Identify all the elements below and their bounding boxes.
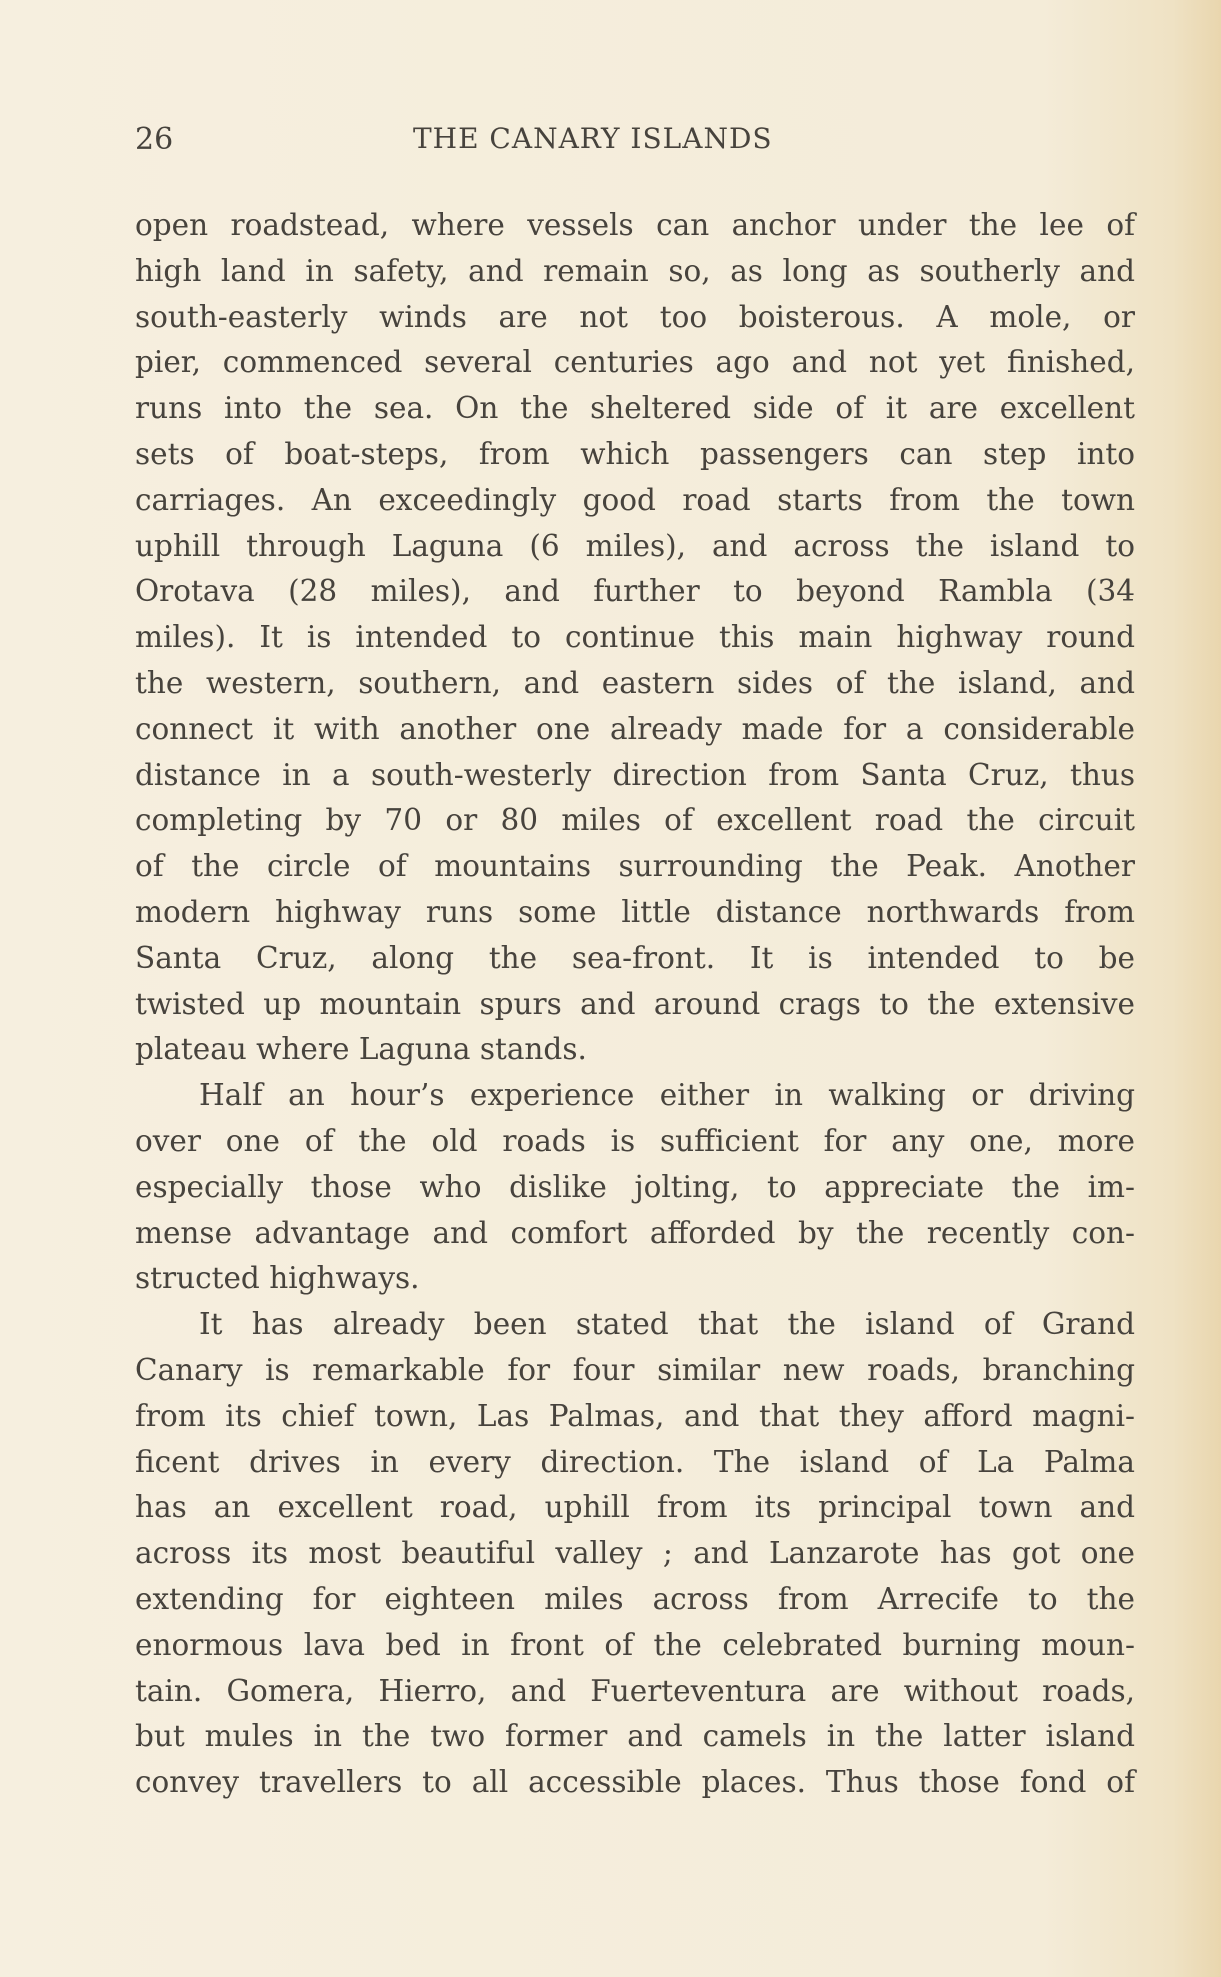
text-line: plateau where Laguna stands. [135, 1032, 587, 1067]
text-line: ficent drives in every direction. The island of La Palma [135, 1444, 1135, 1479]
page-header [135, 122, 1135, 162]
text-line: uphill through Laguna (6 miles), and across the island to [135, 528, 1135, 563]
text-line: has an excellent road, uphill from its principal town and [135, 1490, 1135, 1525]
text-line: enormous lava bed in front of the celebrated burning moun- [135, 1627, 1135, 1662]
text-line: south-easterly winds are not too boisterous. A mole, or [135, 299, 1135, 334]
text-line: distance in a south-westerly direction from Santa Cruz, thus [135, 757, 1135, 792]
text-line: of the circle of mountains surrounding the Peak. Another [135, 849, 1135, 884]
text-line: tain. Gomera, Hierro, and Fuerteventura are without roads, [135, 1673, 1135, 1708]
text-line: high land in safety, and remain so, as long as southerly and [135, 253, 1135, 288]
text-line: connect it with another one already made for a considerable [135, 711, 1135, 746]
text-line: It has already been stated that the island of Grand [199, 1307, 1135, 1342]
text-line: convey travellers to all accessible places. Thus those fond of [135, 1765, 1135, 1800]
text-line: miles). It is intended to continue this main highway round [135, 620, 1135, 655]
text-line: extending for eighteen miles across from Arrecife to the [135, 1581, 1135, 1616]
text-line: across its most beautiful valley ; and Lanzarote has got one [135, 1536, 1135, 1571]
text-line: Half an hour’s experience either in walking or driving [199, 1078, 1135, 1113]
text-line: especially those who dislike jolting, to appreciate the im- [135, 1169, 1135, 1204]
text-line: structed highways. [135, 1261, 420, 1296]
text-line: open roadstead, where vessels can anchor under the lee of [135, 208, 1135, 242]
text-line: but mules in the two former and camels in the latter island [135, 1719, 1135, 1754]
page-number: 26 [135, 122, 174, 157]
text-line: modern highway runs some little distance northwards from [135, 894, 1135, 929]
text-line: from its chief town, Las Palmas, and that they afford magni- [135, 1398, 1135, 1433]
text-line: runs into the sea. On the sheltered side of it are excellent [135, 391, 1135, 426]
text-line: over one of the old roads is sufficient for any one, more [135, 1123, 1135, 1158]
text-line: pier, commenced several centuries ago and not yet finished, [135, 345, 1135, 380]
text-line: twisted up mountain spurs and around crags to the extensive [135, 986, 1135, 1021]
text-line: Orotava (28 miles), and further to beyond Rambla (34 [135, 574, 1135, 609]
page-body-text [135, 203, 1135, 1806]
text-line: the western, southern, and eastern sides of the island, and [135, 665, 1135, 700]
text-line: mense advantage and comfort afforded by the recently con- [135, 1215, 1135, 1250]
text-line: carriages. An exceedingly good road starts from the town [135, 482, 1135, 517]
text-line: Santa Cruz, along the sea-front. It is intended to be [135, 940, 1135, 975]
text-line: Canary is remarkable for four similar new roads, branching [135, 1352, 1135, 1387]
running-title: THE CANARY ISLANDS [413, 122, 773, 155]
text-line: sets of boat-steps, from which passengers can step into [135, 436, 1135, 471]
text-line: completing by 70 or 80 miles of excellent road the circuit [135, 803, 1135, 838]
